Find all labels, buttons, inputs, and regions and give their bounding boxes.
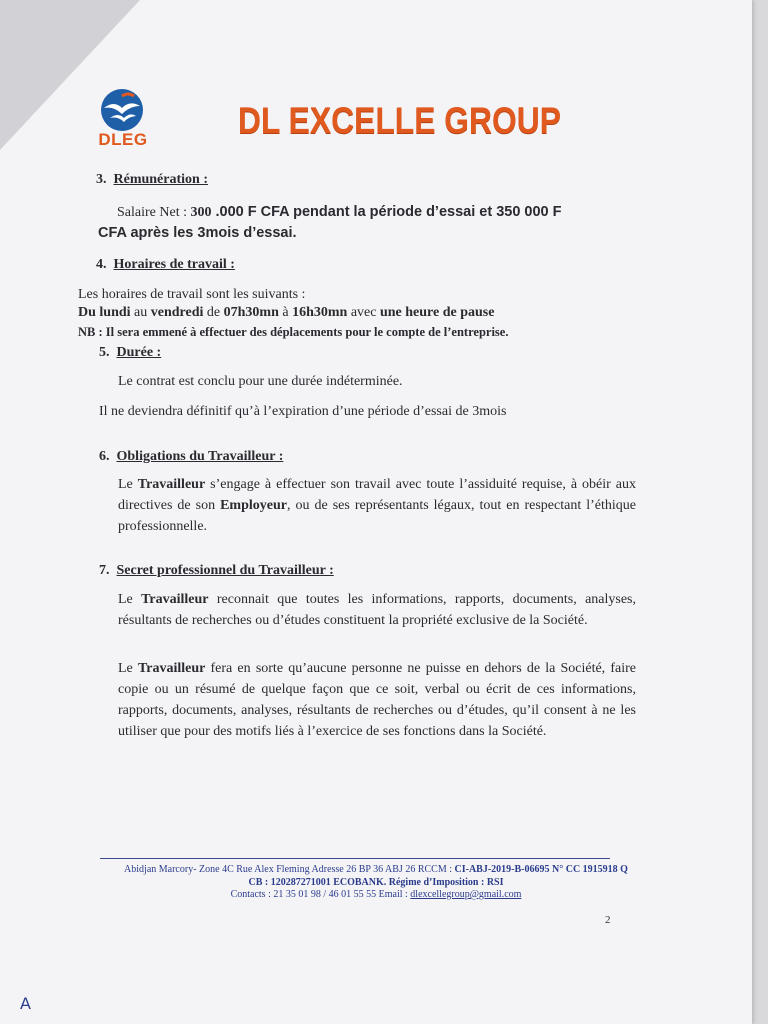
salary-amount: 300 [190, 205, 212, 220]
duration-note: Il ne deviendra définitif qu’à l’expiration d’une période d’essai de 3mois [99, 404, 507, 419]
section-3-heading [96, 171, 208, 189]
section-5-heading [99, 344, 161, 362]
paragraph-text: , ou de ses représentants légaux, tout en respectant l’éthique professionnelle. [118, 498, 636, 534]
salary-label: Salaire Net : [117, 205, 191, 220]
margin-mark: A [20, 994, 31, 1013]
paragraph-text: Le [118, 592, 142, 607]
section-title: Obligations du Travailleur : [116, 449, 284, 464]
footer-bank: CB : 120287271001 ECOBANK. Régime d’Imposition : RSI [248, 877, 504, 888]
company-name: DL EXCELLE GROUP [238, 100, 561, 141]
paragraph-text: Travailleur [137, 661, 206, 676]
hours-intro: Les horaires de travail sont les suivants : [78, 287, 306, 302]
paragraph-text: fera en sorte qu’aucune personne ne puisse en dehors de la Société, faire copie ou un résumé de quelque façon que ce soit, verbal ou écrit de ces informations, rapports, documents, analyses, résultants de recherches ou d’études, qu’il consent à ne les utiliser que pour des motifs liés à l’exercice de ses fonctions dans la Société. [118, 661, 636, 739]
hours-text: avec [347, 305, 380, 320]
hours-text: de [203, 305, 224, 320]
section-number: 4. [96, 257, 107, 272]
hours-schedule [78, 304, 494, 322]
section-4-heading [96, 256, 235, 274]
hours-text: à [278, 305, 293, 320]
footer-contacts [0, 889, 752, 901]
paragraph-text: Employeur [220, 498, 287, 513]
section-6-heading [99, 448, 283, 466]
paragraph-text: reconnait que toutes les informations, rapports, documents, analyses, résultants de recherches ou d’études constituent la propriété exclusive de la Société. [118, 592, 637, 628]
logo-text: DLEG [98, 130, 148, 149]
section-title: Horaires de travail : [113, 257, 235, 272]
paragraph-text: Travailleur [141, 592, 209, 607]
footer-text: Contacts : 21 35 01 98 / 46 01 55 55 Email : [230, 889, 411, 900]
hours-text: vendredi [150, 305, 204, 320]
duration-text: Le contrat est conclu pour une durée indéterminée. [118, 374, 403, 389]
nb-note: NB : Il sera emmené à effectuer des déplacements pour le compte de l’entreprise. [78, 325, 509, 339]
email-link[interactable]: dlexcellegroup@gmail.com [410, 889, 522, 900]
obligations-paragraph [118, 474, 636, 537]
section-number: 5. [99, 345, 110, 360]
paragraph-text: Travailleur [137, 477, 206, 492]
salary-line-2: CFA après les 3mois d’essai. [98, 225, 297, 241]
section-number: 3. [96, 172, 107, 187]
section-number: 6. [99, 449, 110, 464]
footer-text: Abidjan Marcory- Zone 4C Rue Alex Fleming Adresse 26 BP 36 ABJ 26 RCCM : [124, 864, 455, 875]
footer-divider [100, 858, 610, 859]
section-title: Rémunération : [113, 172, 208, 187]
footer-address [0, 864, 752, 876]
page-number: 2 [605, 914, 611, 926]
paragraph-text: s’engage à effectuer son travail avec toute l’assiduité requise, à obéir aux directives de son [118, 477, 637, 513]
footer-text: CI-ABJ-2019-B-06695 N° CC 1915918 Q [454, 864, 628, 875]
secret-paragraph-2 [118, 658, 636, 742]
salary-line-1 [117, 203, 562, 222]
secret-paragraph-1 [118, 589, 636, 631]
hours-text: 16h30mn [292, 305, 348, 320]
hours-text: au [130, 305, 151, 320]
section-title: Secret professionnel du Travailleur : [116, 563, 334, 578]
paragraph-text: Le [118, 477, 138, 492]
salary-text: .000 F CFA pendant la période d’essai et 350 000 F [211, 204, 562, 220]
paragraph-text: Le [118, 661, 138, 676]
section-number: 7. [99, 563, 110, 578]
hours-text: une heure de pause [379, 305, 495, 320]
section-title: Durée : [116, 345, 162, 360]
section-7-heading [99, 562, 334, 580]
hours-text: Du lundi [78, 305, 131, 320]
hours-text: 07h30mn [223, 305, 279, 320]
